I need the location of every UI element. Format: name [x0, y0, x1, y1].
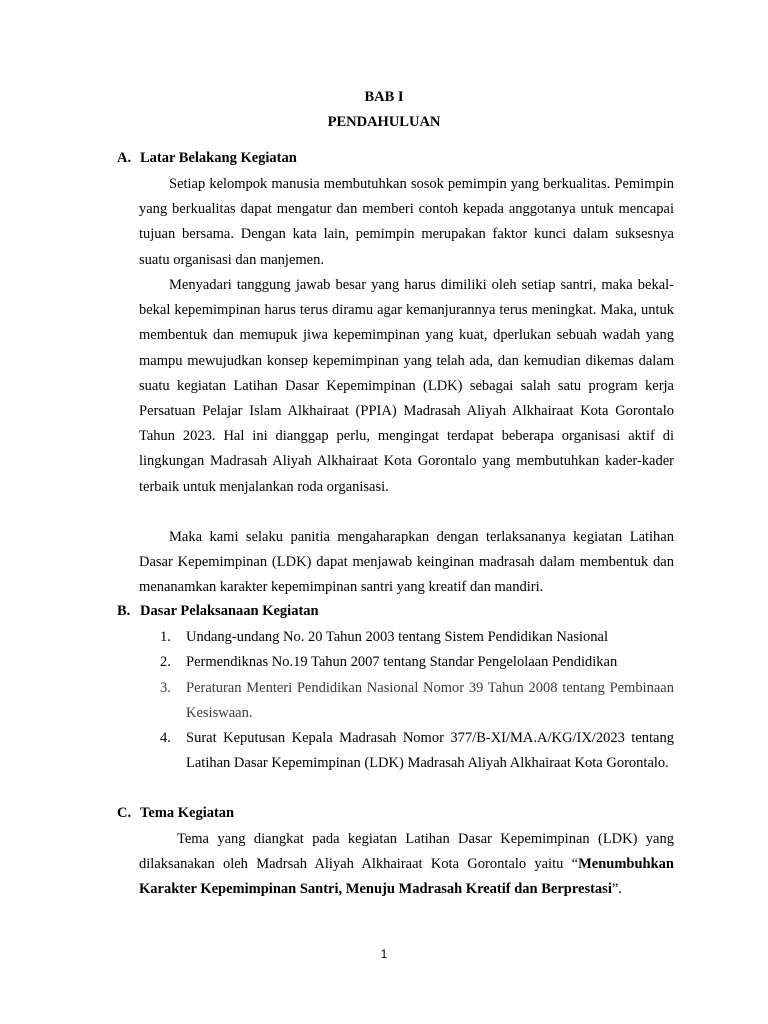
list-item-number: 4. — [160, 730, 171, 747]
section-b-letter: B. — [117, 603, 131, 619]
section-a-paragraph-2: Menyadari tanggung jawab besar yang harus dimiliki oleh setiap santri, maka bekal-bekal kepemimpinan harus terus diramu agar kemanjurannya terus meningkat. Maka, untuk membentuk dan memupuk jiwa kepemimpinan yang kuat, dperlukan sebuah wadah yang mampu mewujudkan konsep kepemimpinan yang telah ada, dan kemudian dikemas dalam suatu kegiatan Latihan Dasar Kepemimpinan (LDK) sebagai salah satu program kerja Persatuan Pelajar Islam Alkhairaat (PPIA) Madrasah Aliyah Alkhairaat Kota Gorontalo Tahun 2023. Hal ini dianggap perlu, mengingat terdapat beberapa organisasi aktif di lingkungan Madrasah Aliyah Alkhairaat Kota Gorontalo yang membutuhkan kader-kader terbaik untuk menjalankan roda organisasi. — [139, 277, 674, 495]
list-item — [160, 676, 674, 727]
list-item-text: Surat Keputusan Kepala Madrasah Nomor 377/B-XI/MA.A/KG/IX/2023 tentang Latihan Dasar Kepemimpinan (LDK) Madrasah Aliyah Alkhairaat Kota Gorontalo. — [186, 730, 674, 772]
theme-close-quote: ”. — [611, 881, 622, 898]
section-c-letter: C. — [117, 805, 132, 821]
list-item-text: Permendiknas No.19 Tahun 2007 tentang Standar Pengelolaan Pendidikan — [186, 654, 618, 671]
page-number: 1 — [380, 947, 388, 961]
section-b-heading — [117, 601, 319, 621]
legal-basis-list — [160, 625, 674, 777]
section-c-heading — [117, 803, 234, 823]
list-item-number: 3. — [160, 679, 171, 696]
theme-open-quote: “ — [571, 856, 579, 873]
list-item-text: Undang-undang No. 20 Tahun 2003 tentang Sistem Pendidikan Nasional — [186, 629, 608, 645]
list-item-number: 1. — [160, 629, 171, 645]
section-a-paragraph-3: Maka kami selaku panitia mengaharapkan dengan terlaksananya kegiatan Latihan Dasar Kepemimpinan (LDK) dapat menjawab keinginan madrasah dalam membentuk dan menanamkan karakter kepemimpinan santri yang kreatif dan mandiri. — [139, 529, 674, 596]
section-a-paragraph-1: Setiap kelompok manusia membutuhkan sosok pemimpin yang berkualitas. Pemimpin yang berkualitas dapat mengatur dan memberi contoh kepada anggotanya untuk mencapai tujuan bersama. Dengan kata lain, pemimpin merupakan faktor kunci dalam suksesnya suatu organisasi dan manjemen. — [139, 176, 674, 268]
section-c-title: Tema Kegiatan — [140, 805, 235, 821]
list-item-text: Peraturan Menteri Pendidikan Nasional Nomor 39 Tahun 2008 tentang Pembinaan Kesiswaan. — [186, 679, 674, 721]
section-b-title: Dasar Pelaksanaan Kegiatan — [140, 603, 319, 619]
list-item — [160, 726, 674, 777]
chapter-number: BAB I — [364, 89, 404, 105]
theme-statement: Menumbuhkan Karakter Kepemimpinan Santri, Menuju Madrasah Kreatif dan Berprestasi — [139, 856, 674, 898]
theme-intro-text: Tema yang diangkat pada kegiatan Latihan Dasar Kepemimpinan (LDK) yang dilaksanakan oleh Madrsah Aliyah Alkhairaat Kota Gorontalo yaitu — [139, 831, 674, 873]
list-item — [160, 650, 674, 675]
section-c-paragraph — [139, 827, 674, 903]
list-item — [160, 625, 674, 650]
section-a-letter: A. — [117, 150, 132, 166]
section-a-heading — [117, 148, 297, 168]
chapter-title: PENDAHULUAN — [327, 114, 441, 130]
list-item-number: 2. — [160, 654, 171, 671]
section-a-title: Latar Belakang Kegiatan — [140, 150, 297, 166]
